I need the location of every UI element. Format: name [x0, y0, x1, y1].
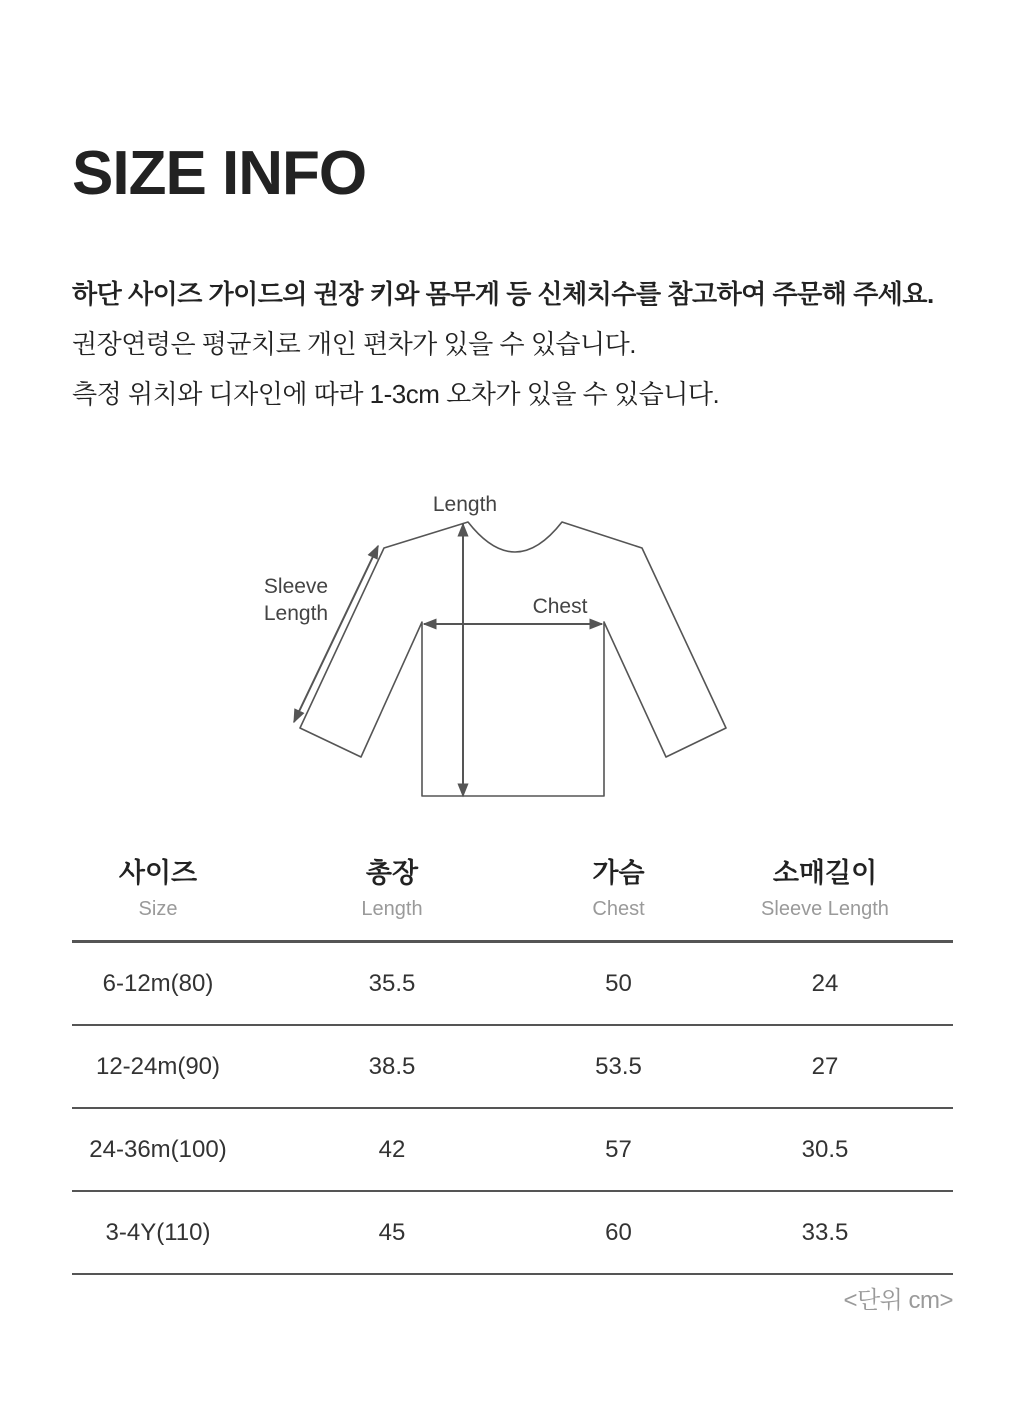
unit-note: <단위 cm>	[843, 1287, 953, 1314]
sleeve-cell: 24	[811, 969, 839, 997]
chest-cell: 50	[605, 969, 632, 997]
length-cell: 35.5	[368, 969, 416, 997]
chest-cell: 57	[605, 1135, 632, 1163]
table-row	[72, 1109, 953, 1192]
sleeve-label-line1: Sleeve	[263, 575, 329, 598]
note-order-guide: 하단 사이즈 가이드의 권장 키와 몸무게 등 신체치수를 참고하여 주문해 주세요.	[72, 279, 934, 309]
garment-outline	[300, 522, 726, 796]
size-notes	[72, 272, 934, 422]
size-table	[72, 845, 953, 1275]
note-age-deviation: 권장연령은 평균치로 개인 편차가 있을 수 있습니다.	[72, 329, 637, 359]
header-length: 총장 Length	[361, 858, 423, 920]
sleeve-cell: 30.5	[801, 1135, 849, 1163]
sleeve-label-line2: Length	[263, 602, 329, 625]
size-table-header	[72, 845, 953, 943]
length-cell: 38.5	[368, 1052, 416, 1080]
garment-measurement-diagram	[0, 470, 1024, 810]
length-cell: 42	[378, 1135, 406, 1163]
header-size: 사이즈 Size	[118, 858, 198, 920]
sleeve-length-arrow	[294, 546, 378, 722]
header-chest: 가슴 Chest	[592, 858, 645, 920]
page-title: SIZE INFO	[72, 139, 367, 208]
length-label: Length	[432, 493, 498, 516]
table-row	[72, 943, 953, 1026]
header-sleeve-length: 소매길이 Sleeve Length	[761, 858, 889, 920]
sleeve-cell: 33.5	[801, 1218, 849, 1246]
size-cell: 12-24m(90)	[95, 1052, 221, 1080]
sleeve-cell: 27	[811, 1052, 839, 1080]
size-cell: 24-36m(100)	[89, 1135, 227, 1163]
size-cell: 6-12m(80)	[102, 969, 214, 997]
note-measurement-error: 측정 위치와 디자인에 따라 1-3cm 오차가 있을 수 있습니다.	[72, 379, 720, 409]
chest-cell: 53.5	[595, 1052, 642, 1080]
chest-cell: 60	[605, 1218, 632, 1246]
size-cell: 3-4Y(110)	[105, 1218, 211, 1246]
chest-label: Chest	[532, 595, 588, 618]
table-row	[72, 1026, 953, 1109]
table-row	[72, 1192, 953, 1275]
length-cell: 45	[378, 1218, 406, 1246]
